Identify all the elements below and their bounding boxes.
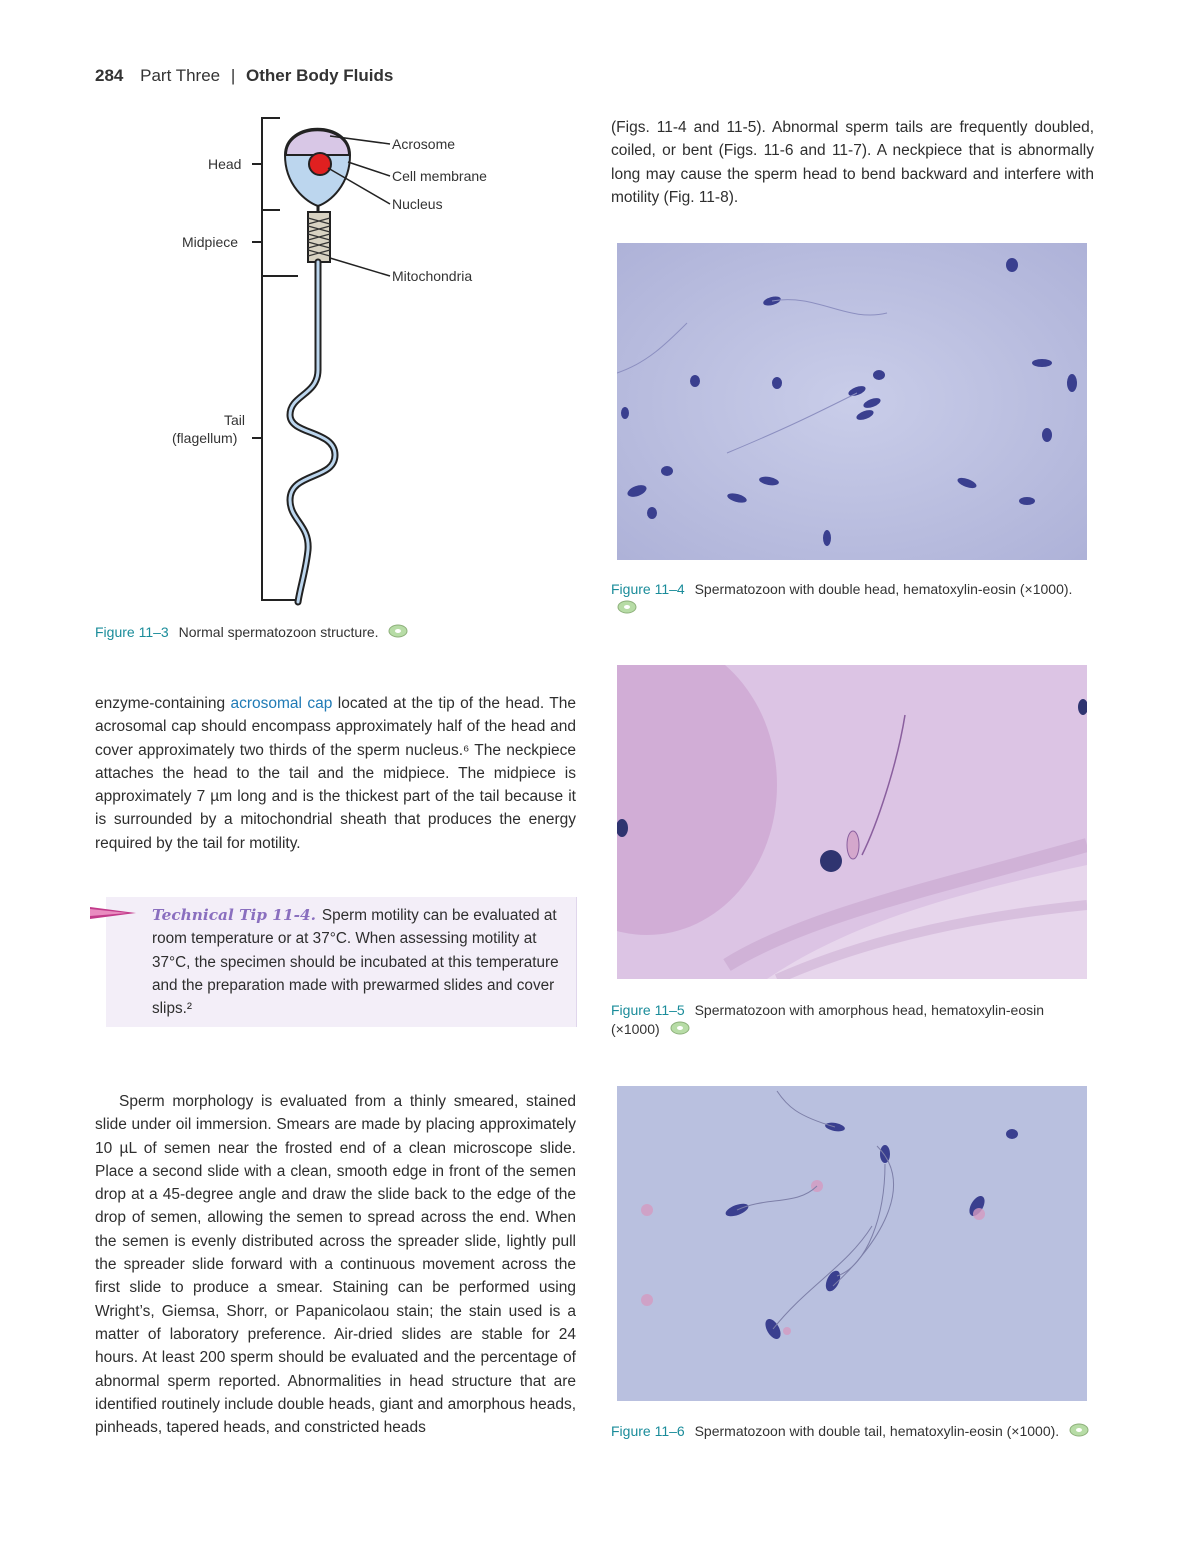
page-number: 284 xyxy=(95,66,124,85)
figure-11-4-caption xyxy=(611,580,1094,620)
caption-text: Spermatozoon with double head, hematoxylin-eosin (×1000). xyxy=(694,581,1073,597)
figure-label: Figure 11–5 xyxy=(611,1002,685,1018)
cd-rom-icon xyxy=(670,1020,690,1041)
figure-11-5-caption xyxy=(611,1001,1094,1041)
running-header xyxy=(95,66,393,86)
paragraph-acrosomal-cap xyxy=(95,692,576,855)
figure-11-5-micrograph xyxy=(617,665,1087,979)
figure-11-4-micrograph xyxy=(617,243,1087,560)
label-flagellum: (flagellum) xyxy=(172,430,238,446)
figure-11-6-micrograph xyxy=(617,1086,1087,1401)
technical-tip-title: Technical Tip 11-4. xyxy=(152,906,316,924)
term-acrosomal-cap[interactable]: acrosomal cap xyxy=(230,695,333,712)
header-separator: | xyxy=(230,66,236,85)
figure-11-3-caption xyxy=(95,623,575,644)
caption-text: Normal spermatozoon structure. xyxy=(178,624,379,641)
spermatozoon-structure-diagram xyxy=(160,110,520,610)
caption-text: Spermatozoon with amorphous head, hematoxylin-eosin (×1000) xyxy=(611,1002,1044,1038)
section-title: Other Body Fluids xyxy=(246,66,394,85)
cd-rom-icon xyxy=(1069,1422,1089,1443)
label-mitochondria: Mitochondria xyxy=(392,268,473,284)
pointer-arrow-icon xyxy=(90,903,136,923)
figure-label: Figure 11–3 xyxy=(95,624,169,641)
figure-11-6-caption xyxy=(611,1422,1094,1443)
sperm-midpiece xyxy=(308,212,330,262)
technical-tip-text: Sperm motility can be evaluated at room temperature or at 37°C. When assessing motility at 37°C, the specimen should be incubated at this temperature and the preparation made with prewarmed slides and cover slips.² xyxy=(152,907,559,1018)
label-nucleus: Nucleus xyxy=(392,196,443,212)
cd-rom-icon xyxy=(388,623,408,644)
technical-tip xyxy=(152,904,564,1020)
label-tail: Tail xyxy=(224,412,246,428)
paragraph-abnormal-tails: (Figs. 11-4 and 11-5). Abnormal sperm tails are frequently doubled, coiled, or bent (Figs. 11-6 and 11-7). A neckpiece that is abnormally long may cause the sperm head to bend backward and interfere with motility (Fig. 11-8). xyxy=(611,119,1094,206)
label-acrosome: Acrosome xyxy=(392,136,456,152)
nucleus xyxy=(309,153,331,175)
cd-rom-icon xyxy=(617,599,637,620)
paragraph-rest: located at the tip of the head. The acrosomal cap should encompass approximately half of the head and cover approximately two thirds of the sperm nucleus.⁶ The neckpiece attaches the head to the tail and the midpiece. The midpiece is approximately 7 µm long and is the thickest part of the tail because it is surrounded by a mitochondrial sheath that produces the energy required by the tail for motility. xyxy=(95,695,577,852)
figure-label: Figure 11–6 xyxy=(611,1423,685,1440)
label-head: Head xyxy=(208,156,242,172)
paragraph-prefix: enzyme-containing xyxy=(95,695,231,712)
label-cell-membrane: Cell membrane xyxy=(392,168,487,184)
region-brackets xyxy=(252,118,298,600)
figure-label: Figure 11–4 xyxy=(611,581,685,597)
caption-text: Spermatozoon with double tail, hematoxylin-eosin (×1000). xyxy=(694,1423,1060,1440)
paragraph-sperm-morphology: Sperm morphology is evaluated from a thinly smeared, stained slide under oil immersion. Smears are made by placing approximately 10 µL of semen near the frosted end of a clean microscope slide. Place a second slide with a clean, smooth edge in front of the semen drop at a 45-degree angle and draw the slide back to the edge of the drop of semen, allowing the semen to spread across the end. When the semen is evenly distributed across the spreader slide, lightly pull the spreader slide forward with a continuous movement across the first slide to produce a smear. Staining can be performed using Wright’s, Giemsa, Shorr, or Papanicolaou stain; the stain used is a matter of laboratory preference. Air-dried slides are stable for 24 hours. At least 200 sperm should be evaluated and the percentage of abnormal sperm reported. Abnormalities in head structure that are identified routinely include double heads, giant and amorphous heads, pinheads, tapered heads, and constricted heads xyxy=(95,1093,576,1437)
part-label: Part Three xyxy=(140,66,221,85)
label-midpiece: Midpiece xyxy=(182,234,239,250)
